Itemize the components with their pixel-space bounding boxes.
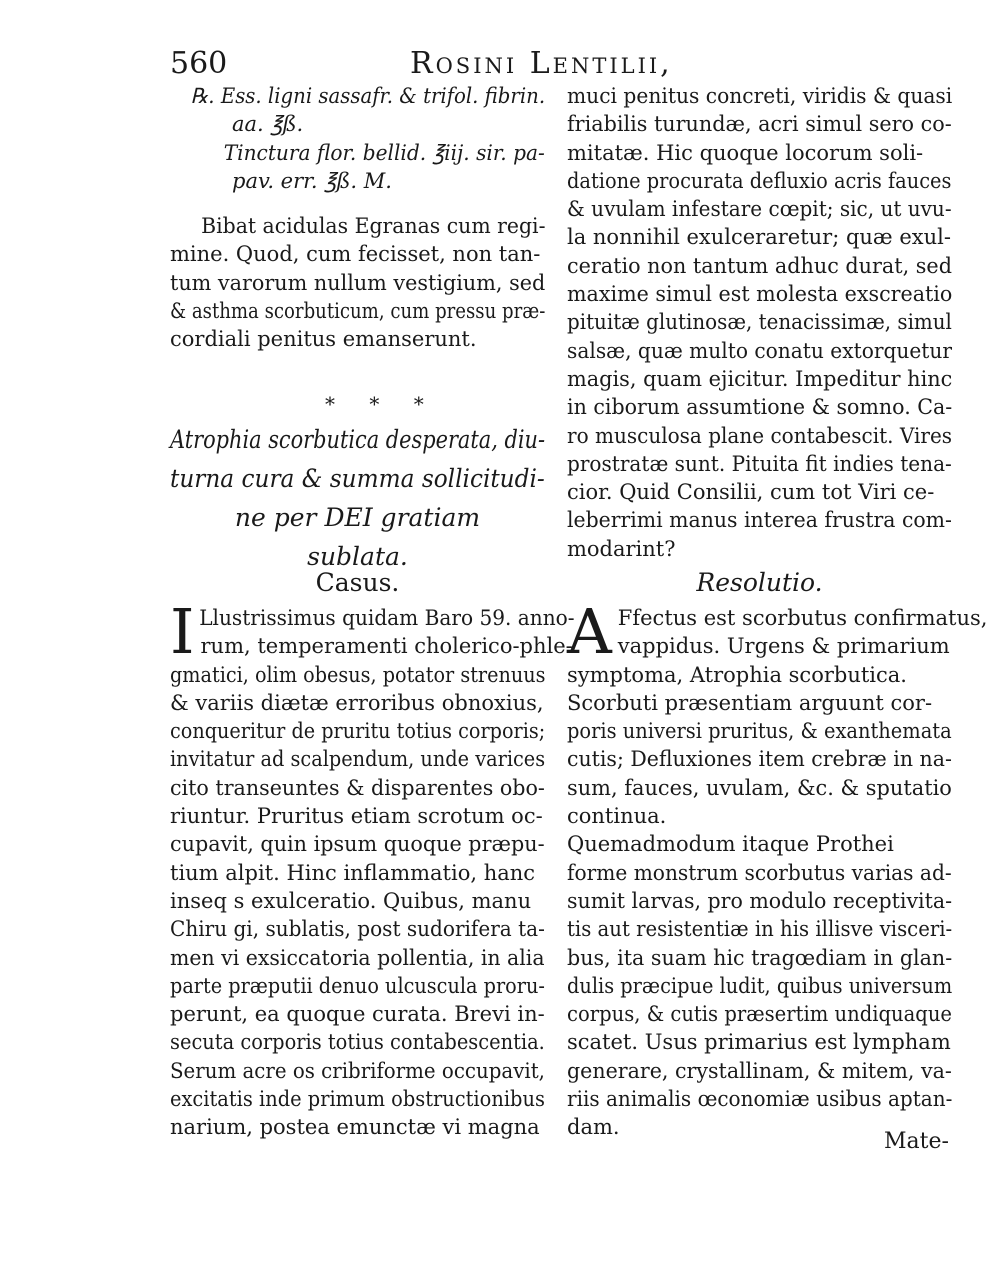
text-line: dulis præcipue ludit, quibus universum	[567, 973, 953, 998]
text-line: Serum acre os cribriforme occupavit,	[170, 1058, 545, 1083]
text-line: Ffectus est scorbutus confirmatus,	[617, 606, 988, 630]
text-line: mine. Quod, cum fecisset, non tan-	[170, 242, 541, 267]
text-line: invitatur ad scalpendum, unde varices	[170, 747, 546, 772]
heading-line: ne per DEI gratiam	[234, 503, 481, 532]
recipe-block	[170, 82, 545, 195]
text-line: narium, postea emunctæ vi magna	[170, 1115, 540, 1140]
text-line: Llustrissimus quidam Baro 59. anno-	[199, 606, 575, 630]
text-line: tis aut resistentiæ in his illisve visceri-	[567, 917, 953, 942]
text-line: leberrimi manus interea frustra com-	[567, 508, 952, 533]
text-line: cior. Quid Consilii, cum tot Viri ce-	[567, 480, 935, 505]
text-line: Scorbuti præsentiam arguunt cor-	[567, 690, 933, 715]
text-line: mitatæ. Hic quoque locorum soli-	[567, 140, 924, 165]
text-line: maxime simul est molesta exscreatio	[567, 282, 953, 307]
text-line: excitatis inde primum obstructionibus	[170, 1087, 545, 1112]
text-line: tium alpit. Hinc inflammatio, hanc	[170, 860, 536, 885]
heading-line: Atrophia scorbutica desperata, diu-	[170, 425, 546, 454]
recipe-line: ℞. Ess. ligni sassafr. & trifol. fibrin.	[190, 84, 546, 108]
text-line: conqueritur de pruritu totius corporis;	[170, 719, 546, 744]
resolutio-text	[567, 595, 988, 1142]
section-title-casus: Casus.	[315, 568, 400, 597]
continuation-text	[567, 82, 952, 563]
text-line: & asthma scorbuticum, cum pressu præ-	[170, 298, 546, 323]
text-line: & variis diætæ erroribus obnoxius,	[170, 690, 544, 715]
text-line: cordiali penitus emanserunt.	[170, 327, 477, 352]
text-line: Quemadmodum itaque Prothei	[567, 832, 894, 857]
text-line: salsæ, quæ multo conatu extorquetur	[567, 338, 953, 363]
casus-text	[170, 595, 575, 1142]
prescription-paragraph	[170, 212, 545, 353]
drop-cap: I	[170, 595, 195, 668]
text-line: scatet. Usus primarius est lympham	[567, 1030, 951, 1055]
text-line: & uvulam infestare cœpit; sic, ut uvu-	[567, 197, 952, 222]
text-line: bus, ita suam hic tragœdiam in glan-	[567, 945, 953, 970]
text-line: Bibat acidulas Egranas cum regi-	[201, 214, 546, 238]
text-line: forme monstrum scorbutus varias ad-	[567, 860, 952, 885]
text-line: perunt, ea quoque curata. Brevi in-	[170, 1002, 545, 1027]
text-line: riuntur. Pruritus etiam scrotum oc-	[170, 804, 543, 829]
text-line: continua.	[567, 804, 667, 829]
text-line: sum, fauces, uvulam, &c. & sputatio	[567, 775, 952, 800]
text-line: in ciborum assumtione & somno. Ca-	[567, 395, 953, 420]
recipe-line: Tinctura flor. bellid. ℥iij. sir. pa-	[223, 140, 545, 165]
text-line: secuta corporis totius contabescentia.	[170, 1030, 545, 1055]
text-line: prostratæ sunt. Pituita fit indies tena-	[567, 451, 952, 476]
text-line: cito transeuntes & disparentes obo-	[170, 775, 545, 800]
text-line: modarint?	[567, 536, 676, 561]
recipe-line: aa. ℥ß.	[232, 112, 304, 137]
text-line: tum varorum nullum vestigium, sed	[170, 270, 546, 295]
heading-line: turna cura & summa sollicitudi-	[170, 464, 545, 493]
text-line: inseq s exulceratio. Quibus, manu	[170, 888, 532, 913]
text-line: muci penitus concreti, viridis & quasi	[567, 84, 953, 108]
asterism-separator: * * *	[325, 392, 438, 416]
running-title: Rosini Lentilii,	[410, 46, 673, 81]
text-line: riis animalis œconomiæ usibus aptan-	[567, 1087, 953, 1112]
text-line: datione procurata defluxio acris fauces	[567, 168, 952, 193]
case-heading	[170, 420, 545, 576]
text-line: dam.	[567, 1115, 620, 1140]
section-title-resolutio: Resolutio.	[696, 568, 823, 597]
text-line: cupavit, quin ipsum quoque præpu-	[170, 832, 545, 857]
text-line: poris universi pruritus, & exanthemata	[567, 719, 952, 744]
text-line: rum, temperamenti cholerico-phle-	[200, 634, 573, 659]
text-line: ceratio non tantum adhuc durat, sed	[567, 253, 952, 278]
text-line: pituitæ glutinosæ, tenacissimæ, simul	[567, 310, 952, 335]
text-line: Chiru gi, sublatis, post sudorifera ta-	[170, 917, 545, 942]
text-line: symptoma, Atrophia scorbutica.	[567, 662, 907, 687]
text-line: cutis; Defluxiones item crebræ in na-	[567, 747, 952, 772]
text-line: friabilis turundæ, acri simul sero co-	[567, 112, 952, 137]
text-line: men vi exsiccatoria pollentia, in alia	[170, 945, 545, 970]
drop-cap: A	[567, 595, 612, 668]
text-line: vappidus. Urgens & primarium	[617, 634, 950, 659]
catchword: Mate-	[884, 1129, 949, 1154]
text-line: generare, crystallinam, & mitem, va-	[567, 1058, 952, 1083]
text-line: la nonnihil exulceraretur; quæ exul-	[567, 225, 951, 250]
text-line: ro musculosa plane contabescit. Vires	[567, 423, 953, 448]
text-line: sumit larvas, pro modulo receptivita-	[567, 888, 953, 913]
heading-line: sublata.	[307, 542, 408, 571]
text-line: magis, quam ejicitur. Impeditur hinc	[567, 366, 953, 391]
text-line: parte præputii denuo ulcuscula proru-	[170, 973, 545, 998]
page-number: 560	[170, 46, 228, 81]
recipe-line: pav. err. ℥ß. M.	[232, 168, 392, 193]
text-line: corpus, & cutis præsertim undiquaque	[567, 1002, 953, 1027]
text-line: gmatici, olim obesus, potator strenuus	[170, 662, 546, 687]
